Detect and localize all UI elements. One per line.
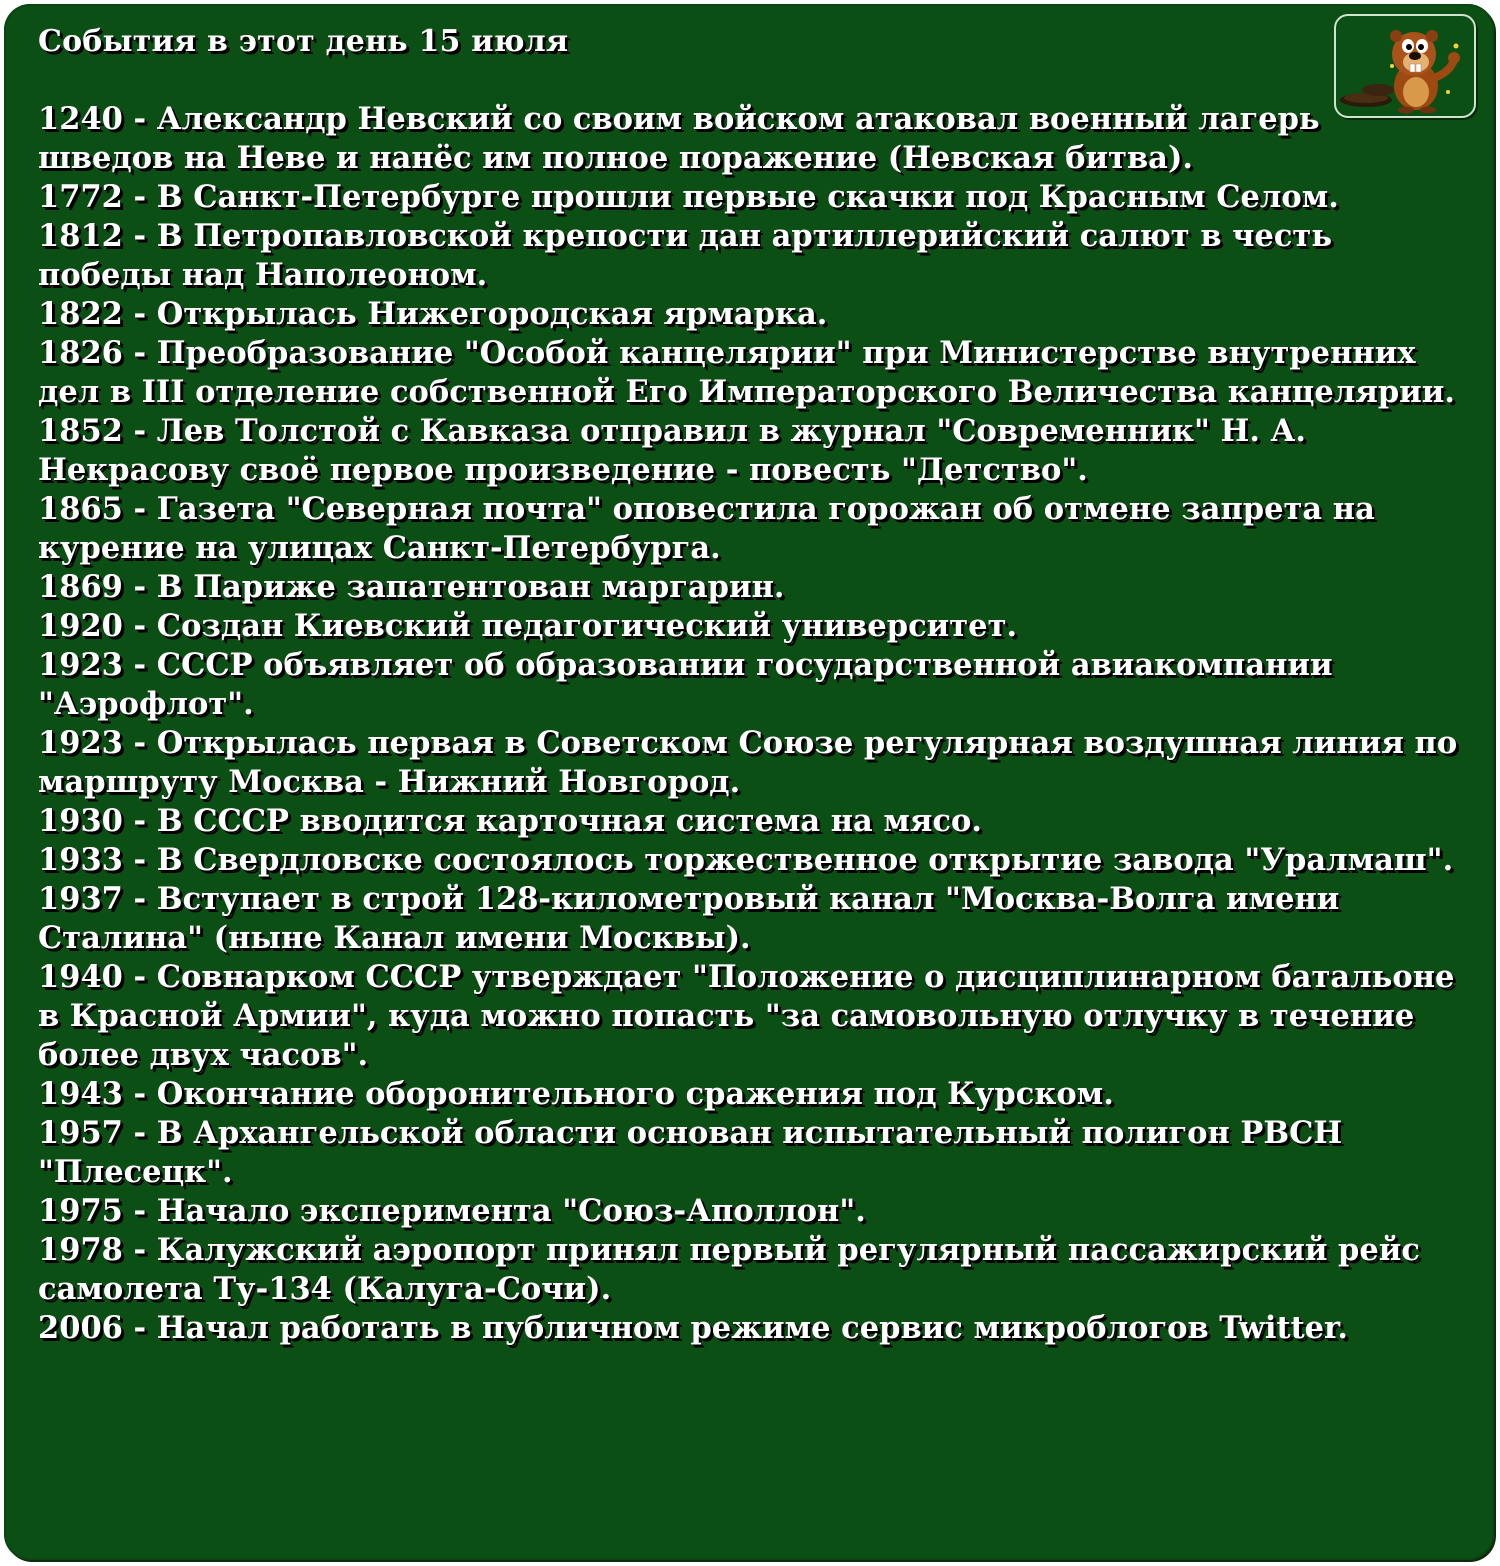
- events-card: [4, 4, 1494, 1560]
- event-text: Открылась Нижегородская ярмарка.: [156, 296, 828, 332]
- event-year: 1978: [38, 1232, 123, 1268]
- event-item: [38, 178, 1458, 217]
- event-year: 1940: [38, 959, 123, 995]
- event-text: В Париже запатентован маргарин.: [156, 569, 785, 605]
- event-item: [38, 841, 1458, 880]
- event-item: [38, 217, 1458, 295]
- event-separator: -: [122, 842, 157, 878]
- event-text: Открылась первая в Советском Союзе регулярная воздушная линия по маршруту Москва - Нижний Новгород.: [38, 725, 1458, 800]
- event-item: [38, 1309, 1458, 1348]
- event-text: Совнарком СССР утверждает "Положение о дисциплинарном батальоне в Красной Армии", куда можно попасть "за самовольную отлучку в течение более двух часов".: [38, 959, 1455, 1073]
- event-text: Окончание оборонительного сражения под Курском.: [156, 1076, 1114, 1112]
- event-item: [38, 958, 1458, 1075]
- event-separator: -: [122, 101, 157, 137]
- event-text: В Петропавловской крепости дан артиллерийский салют в честь победы над Наполеоном.: [38, 218, 1333, 293]
- event-separator: -: [122, 881, 157, 917]
- event-separator: -: [122, 491, 157, 527]
- event-text: Создан Киевский педагогический университет.: [156, 608, 1018, 644]
- event-separator: -: [122, 1232, 157, 1268]
- event-text: В Санкт-Петербурге прошли первые скачки под Красным Селом.: [156, 179, 1339, 215]
- event-year: 1869: [38, 569, 123, 605]
- event-item: [38, 334, 1458, 412]
- event-text: Вступает в строй 128-километровый канал "Москва-Волга имени Сталина" (ныне Канал имени Москвы).: [38, 881, 1340, 956]
- event-year: 1937: [38, 881, 123, 917]
- event-year: 1852: [38, 413, 123, 449]
- event-text: Начал работать в публичном режиме сервис микроблогов Twitter.: [156, 1310, 1348, 1346]
- event-item: [38, 1192, 1458, 1231]
- event-separator: -: [122, 296, 157, 332]
- event-separator: -: [122, 1310, 157, 1346]
- event-year: 1943: [38, 1076, 123, 1112]
- event-separator: -: [122, 1115, 157, 1151]
- event-text: СССР объявляет об образовании государственной авиакомпании "Аэрофлот".: [38, 647, 1333, 722]
- event-item: [38, 607, 1458, 646]
- event-year: 1933: [38, 842, 123, 878]
- event-item: [38, 568, 1458, 607]
- event-separator: -: [122, 959, 157, 995]
- event-year: 1923: [38, 647, 123, 683]
- event-item: [38, 1075, 1458, 1114]
- event-year: 1812: [38, 218, 123, 254]
- event-separator: -: [122, 413, 157, 449]
- event-text: В СССР вводится карточная система на мясо.: [156, 803, 982, 839]
- event-item: [38, 724, 1458, 802]
- event-year: 1822: [38, 296, 123, 332]
- event-separator: -: [122, 218, 157, 254]
- event-year: 2006: [38, 1310, 123, 1346]
- event-year: 1772: [38, 179, 123, 215]
- event-item: [38, 1114, 1458, 1192]
- event-text: Александр Невский со своим войском атаковал военный лагерь шведов на Неве и нанёс им полное поражение (Невская битва).: [38, 101, 1320, 176]
- event-text: Преобразование "Особой канцелярии" при Министерстве внутренних дел в III отделение собственной Его Императорского Величества канцелярии.: [38, 335, 1456, 410]
- event-item: [38, 880, 1458, 958]
- event-separator: -: [122, 1193, 157, 1229]
- event-separator: -: [122, 335, 157, 371]
- event-item: [38, 412, 1458, 490]
- event-text: В Архангельской области основан испытательный полигон РВСН "Плесецк".: [38, 1115, 1343, 1190]
- event-year: 1240: [38, 101, 123, 137]
- event-separator: -: [122, 1076, 157, 1112]
- event-year: 1865: [38, 491, 123, 527]
- event-text: В Свердловске состоялось торжественное открытие завода "Уралмаш".: [156, 842, 1454, 878]
- event-separator: -: [122, 725, 157, 761]
- event-text: Начало эксперимента "Союз-Аполлон".: [156, 1193, 866, 1229]
- event-text: Газета "Северная почта" оповестила горожан об отмене запрета на курение на улицах Санкт-Петербурга.: [38, 491, 1375, 566]
- event-item: [38, 295, 1458, 334]
- event-year: 1975: [38, 1193, 123, 1229]
- event-separator: -: [122, 803, 157, 839]
- event-year: 1826: [38, 335, 123, 371]
- event-year: 1930: [38, 803, 123, 839]
- event-item: [38, 1231, 1458, 1309]
- event-item: [38, 802, 1458, 841]
- event-item: [38, 490, 1458, 568]
- event-item: [38, 100, 1458, 178]
- event-separator: -: [122, 608, 157, 644]
- event-year: 1923: [38, 725, 123, 761]
- event-text: Калужский аэропорт принял первый регулярный пассажирский рейс самолета Ту-134 (Калуга-Сочи).: [38, 1232, 1420, 1307]
- event-text: Лев Толстой с Кавказа отправил в журнал "Современник" Н. А. Некрасову своё первое произведение - повесть "Детство".: [38, 413, 1307, 488]
- event-separator: -: [122, 647, 157, 683]
- event-separator: -: [122, 569, 157, 605]
- event-year: 1920: [38, 608, 123, 644]
- event-separator: -: [122, 179, 157, 215]
- page-title: События в этот день 15 июля: [38, 24, 569, 59]
- events-list: [38, 100, 1458, 1348]
- event-year: 1957: [38, 1115, 123, 1151]
- event-item: [38, 646, 1458, 724]
